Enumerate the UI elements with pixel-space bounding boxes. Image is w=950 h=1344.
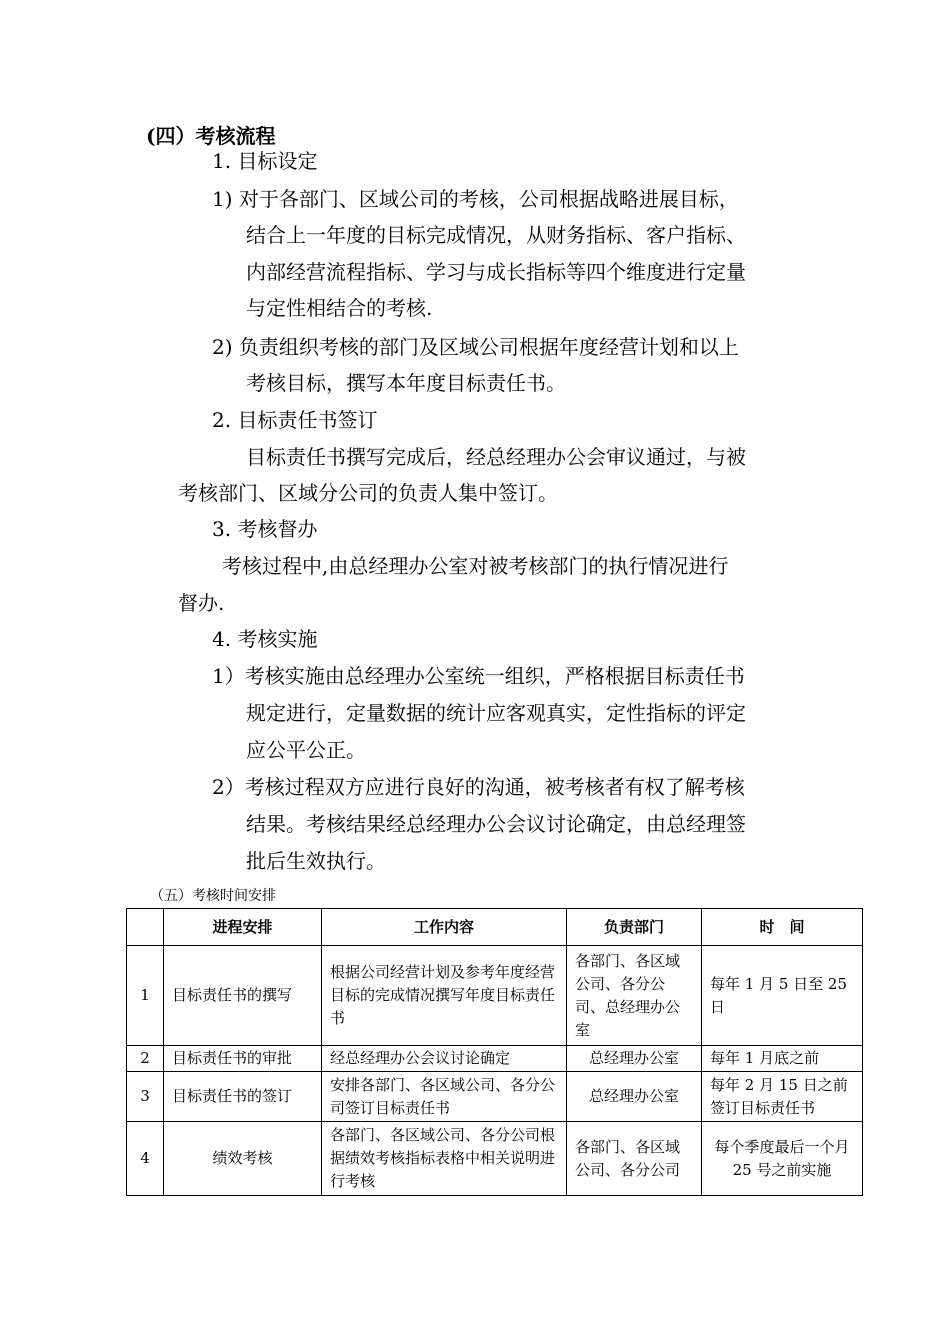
row-content: 各部门、各区域公司、各分公司根据绩效考核指标表格中相关说明进行考核 xyxy=(322,1122,567,1196)
paragraph-line: 批后生效执行。 xyxy=(246,849,386,873)
paragraph-line: 考核目标，撰写本年度目标责任书。 xyxy=(246,371,566,395)
paragraph-line: 考核过程中,由总经理办公室对被考核部门的执行情况进行 xyxy=(222,554,729,578)
paragraph-line: 督办. xyxy=(178,591,225,615)
header-department: 负责部门 xyxy=(567,909,702,946)
table-row xyxy=(127,1122,863,1196)
list-item: 1. 目标设定 xyxy=(212,149,318,173)
row-process: 目标责任书的审批 xyxy=(164,1046,322,1072)
row-time: 每年 2 月 15 日之前签订目标责任书 xyxy=(702,1072,863,1122)
list-item: 1) 对于各部门、区域公司的考核，公司根据战略进展目标， xyxy=(212,187,739,211)
row-time: 每个季度最后一个月 25 号之前实施 xyxy=(702,1122,863,1196)
paragraph-line: 结果。考核结果经总经理办公会议讨论确定，由总经理签 xyxy=(246,812,746,836)
row-department: 各部门、各区域公司、各分公司、总经理办公室 xyxy=(567,946,702,1046)
section-heading: (四）考核流程 xyxy=(146,124,276,148)
row-content: 根据公司经营计划及参考年度经营目标的完成情况撰写年度目标责任书 xyxy=(322,946,567,1046)
row-time: 每年 1 月底之前 xyxy=(702,1046,863,1072)
table-row xyxy=(127,946,863,1046)
row-department: 总经理办公室 xyxy=(567,1046,702,1072)
row-index: 2 xyxy=(127,1046,164,1072)
header-process: 进程安排 xyxy=(164,909,322,946)
table-caption: （五）考核时间安排 xyxy=(150,888,276,904)
row-index: 3 xyxy=(127,1072,164,1122)
paragraph-line: 应公平公正。 xyxy=(246,738,366,762)
row-time: 每年 1 月 5 日至 25 日 xyxy=(702,946,863,1046)
row-process: 绩效考核 xyxy=(164,1122,322,1196)
header-time: 时 间 xyxy=(702,909,863,946)
row-content: 安排各部门、各区域公司、各分公司签订目标责任书 xyxy=(322,1072,567,1122)
paragraph-line: 与定性相结合的考核. xyxy=(246,296,433,320)
paragraph-line: 考核部门、区域分公司的负责人集中签订。 xyxy=(178,481,558,505)
paragraph-line: 规定进行，定量数据的统计应客观真实，定性指标的评定 xyxy=(246,701,746,725)
header-content: 工作内容 xyxy=(322,909,567,946)
paragraph-line: 目标责任书撰写完成后，经总经理办公会审议通过，与被 xyxy=(246,445,746,469)
paragraph-line: 内部经营流程指标、学习与成长指标等四个维度进行定量 xyxy=(246,260,746,284)
row-process: 目标责任书的签订 xyxy=(164,1072,322,1122)
row-content: 经总经理办公会议讨论确定 xyxy=(322,1046,567,1072)
row-process: 目标责任书的撰写 xyxy=(164,946,322,1046)
list-item: 2）考核过程双方应进行良好的沟通，被考核者有权了解考核 xyxy=(212,775,745,799)
list-item: 3. 考核督办 xyxy=(212,517,318,541)
table-row xyxy=(127,1046,863,1072)
table-row xyxy=(127,1072,863,1122)
list-item: 2. 目标责任书签订 xyxy=(212,408,378,432)
table-header-row xyxy=(127,909,863,946)
paragraph-line: 结合上一年度的目标完成情况，从财务指标、客户指标、 xyxy=(246,223,746,247)
row-department: 各部门、各区域公司、各分公司 xyxy=(567,1122,702,1196)
list-item: 4. 考核实施 xyxy=(212,627,318,651)
header-index xyxy=(127,909,164,946)
list-item: 2) 负责组织考核的部门及区域公司根据年度经营计划和以上 xyxy=(212,335,739,359)
row-department: 总经理办公室 xyxy=(567,1072,702,1122)
row-index: 4 xyxy=(127,1122,164,1196)
list-item: 1）考核实施由总经理办公室统一组织，严格根据目标责任书 xyxy=(212,664,745,688)
row-index: 1 xyxy=(127,946,164,1046)
schedule-table xyxy=(126,908,863,1196)
